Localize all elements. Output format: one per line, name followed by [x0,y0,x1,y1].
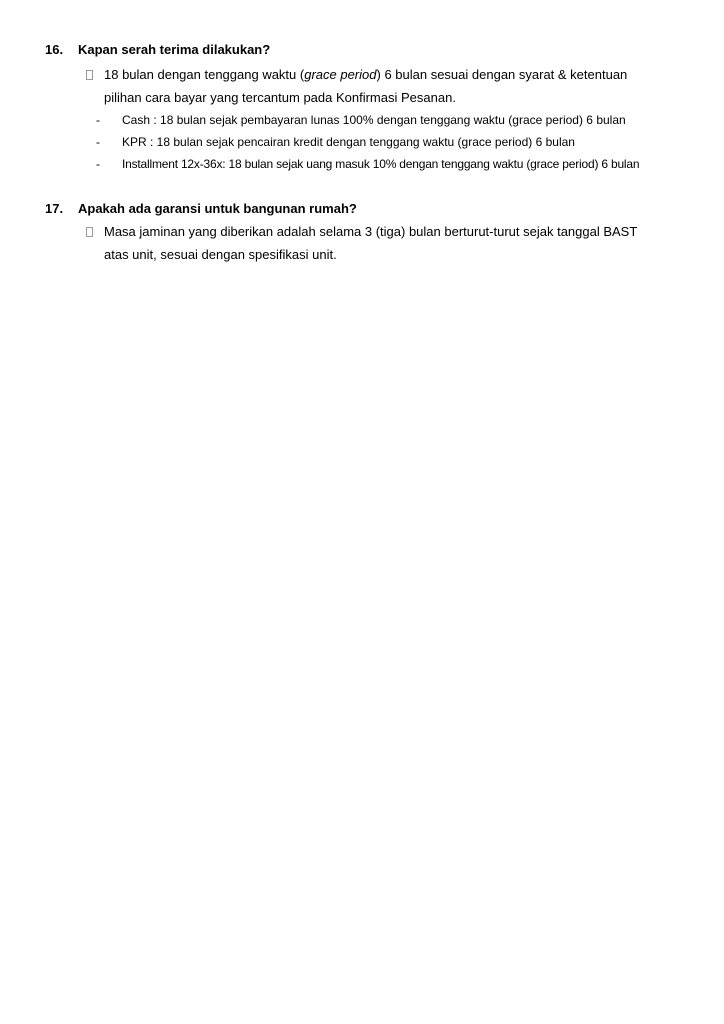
list-dash: - [96,157,100,171]
question-text: Apakah ada garansi untuk bangunan rumah? [78,201,357,216]
sub-item-cash: Cash : 18 bulan sejak pembayaran lunas 100% dengan tenggang waktu (grace period) 6 bulan [122,113,626,127]
list-dash: - [96,113,100,127]
answer-17-line-1: Masa jaminan yang diberikan adalah selama 3 (tiga) bulan berturut-turut sejak tanggal BAST [104,224,638,239]
question-text: Kapan serah terima dilakukan? [78,42,271,57]
list-dash: - [96,135,100,149]
question-16-heading [45,42,685,58]
checkbox-glyph-icon [86,70,93,80]
question-number: 16. [45,42,64,57]
sub-item-installment: Installment 12x-36x: 18 bulan sejak uang masuk 10% dengan tenggang waktu (grace period) 6 bulan [122,157,640,171]
question-number: 17. [45,201,64,216]
question-17-heading [45,201,685,217]
checkbox-glyph-icon [86,227,93,237]
answer-17-line-2: atas unit, sesuai dengan spesifikasi unit. [104,247,337,262]
answer-16-line-2: pilihan cara bayar yang tercantum pada Konfirmasi Pesanan. [104,90,456,105]
sub-item-kpr: KPR : 18 bulan sejak pencairan kredit dengan tenggang waktu (grace period) 6 bulan [122,135,575,149]
answer-16-line-1: 18 bulan dengan tenggang waktu (grace period) 6 bulan sesuai dengan syarat & ketentuan [104,67,628,82]
italic-term: grace period [304,67,377,82]
